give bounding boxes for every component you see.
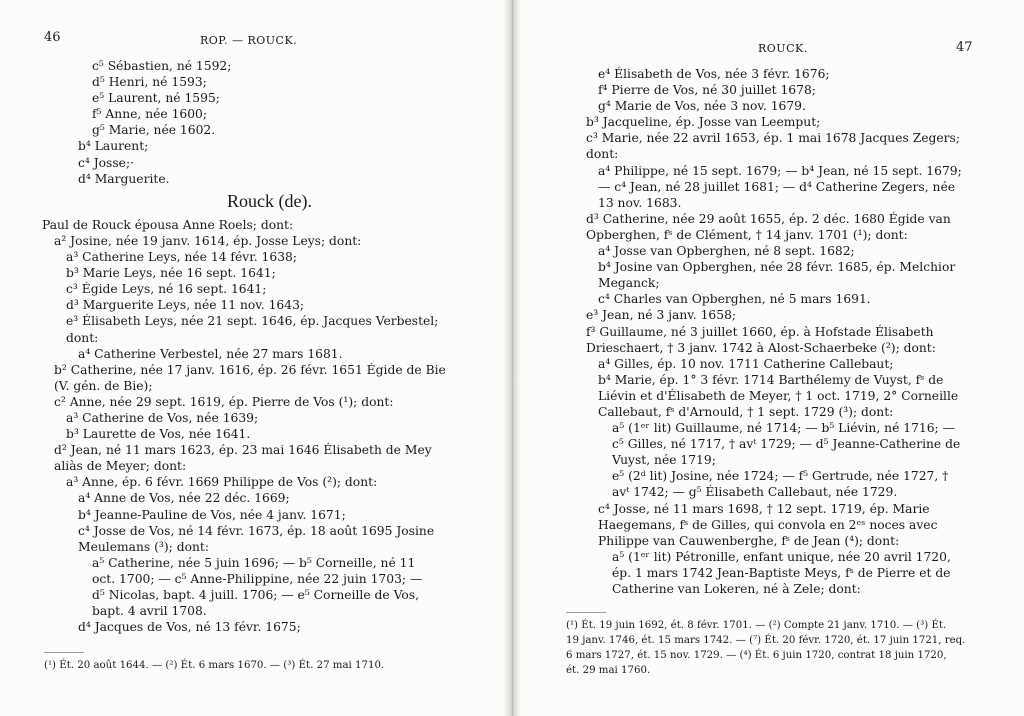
genealogy-entry: a³ Catherine Leys, née 14 févr. 1638; [66,250,297,265]
genealogy-entry: Drieschaert, † 3 janv. 1742 à Alost-Schaerbeke (²); dont: [586,340,936,355]
genealogy-entry: c⁴ Josse de Vos, né 14 févr. 1673, ép. 18 août 1695 Josine [78,523,435,538]
genealogy-entry: e⁵ (2ᵈ lit) Josine, née 1724; — f⁵ Gertrude, née 1727, † [612,469,949,484]
genealogy-entry: b² Catherine, née 17 janv. 1616, ép. 26 févr. 1651 Égide de Bie [54,362,446,377]
genealogy-entry: b³ Laurette de Vos, née 1641. [66,427,251,442]
genealogy-entry: c³ Égide Leys, né 16 sept. 1641; [66,282,267,297]
genealogy-entry: d² Jean, né 11 mars 1623, ép. 23 mai 1646 Élisabeth de Mey [54,443,432,458]
genealogy-entry: e³ Jean, né 3 janv. 1658; [586,308,737,323]
genealogy-entry: e⁵ Laurent, né 1595; [92,91,220,106]
genealogy-entry: oct. 1700; — c⁵ Anne-Philippine, née 22 juin 1703; — [92,571,423,586]
genealogy-entry: e⁴ Élisabeth de Vos, née 3 févr. 1676; [598,67,830,81]
genealogy-entry: (V. gén. de Bie); [54,378,153,393]
genealogy-entry: d⁴ Jacques de Vos, né 13 févr. 1675; [78,620,301,635]
genealogy-entry: f⁴ Pierre de Vos, né 30 juillet 1678; [598,83,816,98]
genealogy-entry: dont: [66,330,99,345]
genealogy-entry: a⁴ Catherine Verbestel, née 27 mars 1681. [78,346,343,361]
genealogy-entry: d⁴ Marguerite. [78,171,170,186]
genealogy-entry: g⁴ Marie de Vos, née 3 nov. 1679. [598,99,806,114]
genealogy-entry: Catherine van Lokeren, né à Zele; dont: [612,582,861,596]
right-page-number: 47 [956,40,973,55]
footnote-line: 6 mars 1727, ét. 15 nov. 1729. — (⁴) Ét. 6 juin 1720, contrat 18 juin 1720, [566,650,947,661]
left-entries-top [42,58,497,187]
genealogy-entry: Vuyst, née 1719; [612,453,716,468]
genealogy-entry: Haegemans, fˢ de Gilles, qui convola en 2ᵉˢ noces avec [598,517,938,532]
genealogy-entry: c⁵ Gilles, né 1717, † avᵗ 1729; — d⁵ Jeanne-Catherine de [612,437,961,452]
genealogy-entry: g⁵ Marie, née 1602. [92,123,216,138]
section-title: Rouck (de). [227,190,312,211]
genealogy-entry: Meulemans (³); dont: [78,539,209,554]
footnote-line: (¹) Ét. 19 juin 1692, ét. 8 févr. 1701. — (²) Compte 21 janv. 1710. — (³) Ét. [566,620,947,631]
left-body [42,58,497,635]
genealogy-entry: a² Josine, née 19 janv. 1614, ép. Josse Leys; dont: [54,233,362,248]
right-body [562,66,1017,597]
left-footnote-rule [44,652,84,653]
genealogy-entry: Paul de Rouck épousa Anne Roels; dont: [42,217,294,232]
genealogy-entry: aliàs de Meyer; dont: [54,459,187,474]
genealogy-entry: avᵗ 1742; — g⁵ Élisabeth Callebaut, née 1729. [612,485,898,500]
genealogy-entry: c⁴ Josse, né 11 mars 1698, † 12 sept. 1719, ép. Marie [598,501,930,516]
left-footnotes [44,658,384,673]
genealogy-entry: b⁴ Laurent; [78,139,149,154]
genealogy-entry: bapt. 4 avril 1708. [92,604,207,619]
footnote-line: (¹) Ét. 20 août 1644. — (²) Ét. 6 mars 1670. — (³) Ét. 27 mai 1710. [44,660,385,671]
genealogy-entry: b³ Marie Leys, née 16 sept. 1641; [66,266,276,281]
footnote-line: 19 janv. 1746, ét. 15 mars 1742. — (⁷) Ét. 20 févr. 1720, ét. 17 juin 1721, req. [566,635,966,646]
genealogy-entry: Philippe van Cauwenberghe, fˢ de Jean (⁴); dont: [598,533,900,548]
right-page [516,0,1024,716]
genealogy-entry: 13 nov. 1683. [598,195,682,210]
genealogy-entry: a⁴ Philippe, né 15 sept. 1679; — b⁴ Jean, né 15 sept. 1679; [598,163,962,178]
genealogy-entry: dont: [586,147,619,162]
genealogy-entry: c⁵ Sébastien, né 1592; [92,59,232,73]
genealogy-entry: — c⁴ Jean, né 28 juillet 1681; — d⁴ Catherine Zegers, née [598,179,956,194]
right-footnotes [566,618,965,678]
genealogy-entry: f³ Guillaume, né 3 juillet 1660, ép. à Hofstade Élisabeth [586,324,934,339]
genealogy-entry: e³ Élisabeth Leys, née 21 sept. 1646, ép. Jacques Verbestel; [66,314,439,329]
genealogy-entry: a⁵ (1ᵉʳ lit) Guillaume, né 1714; — b⁵ Liévin, né 1716; — [612,421,955,436]
genealogy-entry: c² Anne, née 29 sept. 1619, ép. Pierre de Vos (¹); dont: [54,394,394,409]
left-running-head: ROP. — ROUCK. [200,34,298,47]
right-entries [562,66,1017,597]
left-page-number: 46 [44,30,61,45]
genealogy-entry: b³ Jacqueline, ép. Josse van Leemput; [586,115,821,130]
genealogy-entry: d⁵ Nicolas, bapt. 4 juill. 1706; — e⁵ Corneille de Vos, [92,588,419,602]
genealogy-entry: ép. 1 mars 1742 Jean-Baptiste Meys, fˢ de Pierre et de [612,565,951,580]
genealogy-entry: b⁴ Josine van Opberghen, née 28 févr. 1685, ép. Melchior [598,260,956,275]
genealogy-entry: Callebaut, fˢ d'Arnould, † 1 sept. 1729 (³); dont: [598,404,894,419]
right-footnote-rule [566,612,606,613]
genealogy-entry: Liévin et d'Élisabeth de Meyer, † 1 oct. 1719, 2° Corneille [598,388,959,403]
genealogy-entry: c³ Marie, née 22 avril 1653, ép. 1 mai 1678 Jacques Zegers; [586,131,961,146]
left-entries-bottom [42,217,497,635]
genealogy-entry: b⁴ Jeanne-Pauline de Vos, née 4 janv. 1671; [78,507,346,522]
genealogy-entry: Opberghen, fˢ de Clément, † 14 janv. 1701 (¹); dont: [586,227,908,242]
footnote-line: ét. 29 mai 1760. [566,665,651,676]
genealogy-entry: a³ Catherine de Vos, née 1639; [66,410,259,425]
genealogy-entry: a⁵ (1ᵉʳ lit) Pétronille, enfant unique, née 20 avril 1720, [612,549,951,564]
genealogy-entry: b⁴ Marie, ép. 1° 3 févr. 1714 Barthélemy de Vuyst, fˢ de [598,372,944,387]
genealogy-entry: d³ Catherine, née 29 août 1655, ép. 2 déc. 1680 Égide van [586,211,951,226]
genealogy-entry: d³ Marguerite Leys, née 11 nov. 1643; [66,298,305,313]
genealogy-entry: a⁴ Anne de Vos, née 22 déc. 1669; [78,491,290,506]
genealogy-entry: a³ Anne, ép. 6 févr. 1669 Philippe de Vos (²); dont: [66,475,378,490]
genealogy-entry: d⁵ Henri, né 1593; [92,75,207,90]
right-running-head: ROUCK. [758,42,808,55]
genealogy-entry: Meganck; [598,276,660,291]
genealogy-entry: f⁵ Anne, née 1600; [92,107,208,122]
genealogy-entry: c⁴ Charles van Opberghen, né 5 mars 1691. [598,292,871,307]
genealogy-entry: a⁴ Gilles, ép. 10 nov. 1711 Catherine Callebaut; [598,356,894,371]
genealogy-entry: a⁴ Josse van Opberghen, né 8 sept. 1682; [598,244,855,259]
left-page [0,0,506,716]
genealogy-entry: c⁴ Josse;· [78,155,135,170]
genealogy-entry: a⁵ Catherine, née 5 juin 1696; — b⁵ Corneille, né 11 [92,555,416,570]
